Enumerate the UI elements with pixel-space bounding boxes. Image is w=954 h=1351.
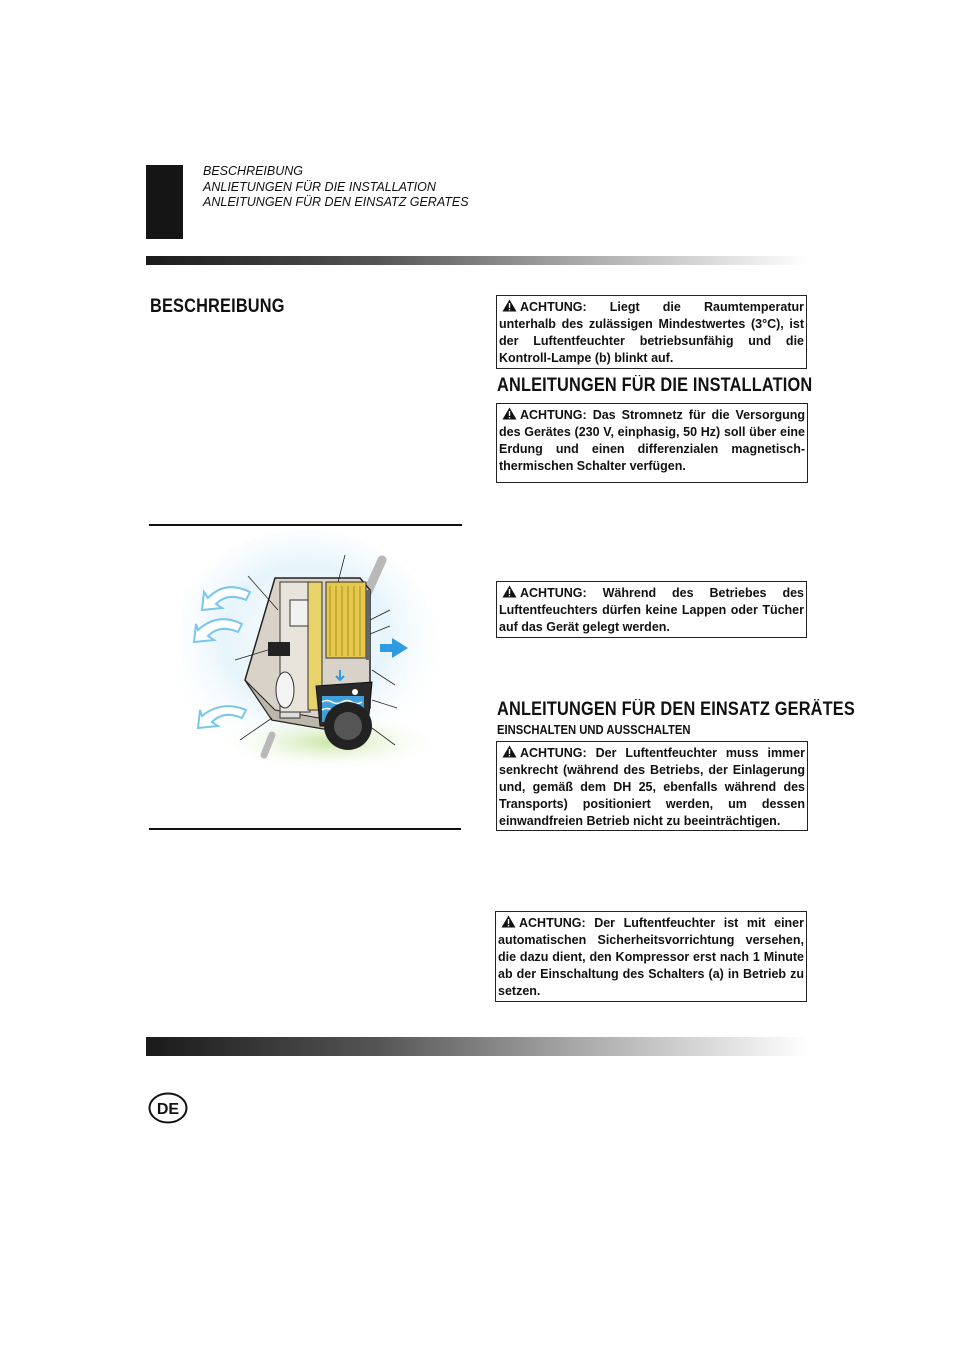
- figure-top-rule: [149, 524, 462, 526]
- language-badge-label: DE: [156, 1101, 180, 1118]
- toc-item: BESCHREIBUNG: [203, 164, 304, 178]
- warning-label: ACHTUNG:: [520, 746, 587, 760]
- footer-gradient-bar: [146, 1037, 808, 1056]
- warning-text: Der Luftentfeuchter ist mit einer automatischen Sicherheitsvorrichtung versehen, die dazu dient, den Kompressor erst nach 1 Minute ab der Einschaltung des Schalters (a) in Betrieb zu setzen.: [498, 916, 804, 998]
- warning-triangle-icon: [502, 745, 517, 758]
- dehumidifier-cutaway-illustration: [180, 530, 450, 792]
- warning-box-temperature: [496, 295, 807, 369]
- warning-triangle-icon: [502, 407, 517, 420]
- warning-box-safety-device: [495, 911, 807, 1002]
- warning-text: Der Luftentfeuchter muss immer senkrecht (während des Betriebs, der Einlagerung und, gemäß dem DH 25, ebenfalls während des Transports) positioniert werden, um dessen einwandfreien Betrieb nicht zu beeinträchtigen.: [499, 746, 805, 828]
- section-title-beschreibung: BESCHREIBUNG: [150, 296, 285, 317]
- warning-label: ACHTUNG:: [520, 586, 587, 600]
- warning-text: Während des Betriebes des Luftentfeuchters dürfen keine Lappen oder Tücher auf das Gerät gelegt werden.: [499, 586, 804, 634]
- warning-text: Das Stromnetz für die Versorgung des Gerätes (230 V, einphasig, 50 Hz) soll über eine Erdung und einen differenzialen magnetisch-thermischen Schalter verfügen.: [499, 408, 805, 473]
- warning-label: ACHTUNG:: [520, 300, 587, 314]
- header-gradient-bar: [146, 256, 808, 265]
- warning-box-upright-position: [496, 741, 808, 831]
- toc-item: ANLEITUNGEN FÜR DEN EINSATZ GERATES: [203, 195, 469, 209]
- section-title-installation: ANLEITUNGEN FÜR DIE INSTALLATION: [497, 375, 813, 396]
- subsection-title-on-off: EINSCHALTEN UND AUSSCHALTEN: [497, 723, 691, 737]
- warning-box-cloths: [496, 581, 807, 638]
- toc-item: ANLIETUNGEN FÜR DIE INSTALLATION: [203, 179, 436, 194]
- section-tab-marker: [146, 165, 183, 239]
- figure-bottom-rule: [149, 828, 461, 830]
- header-toc: [203, 164, 469, 211]
- section-title-usage: ANLEITUNGEN FÜR DEN EINSATZ GERÄTES: [497, 699, 855, 720]
- warning-label: ACHTUNG:: [519, 916, 586, 930]
- language-badge-de: [148, 1092, 188, 1124]
- warning-text: Liegt die Raumtemperatur unterhalb des zulässigen Mindestwertes (3°C), ist der Luftentfeuchter betriebsunfähig und die Kontroll-Lampe (b) blinkt auf.: [499, 300, 804, 365]
- warning-label: ACHTUNG:: [520, 408, 587, 422]
- warning-triangle-icon: [501, 915, 516, 928]
- warning-triangle-icon: [502, 585, 517, 598]
- warning-triangle-icon: [502, 299, 517, 312]
- warning-box-power-supply: [496, 403, 808, 483]
